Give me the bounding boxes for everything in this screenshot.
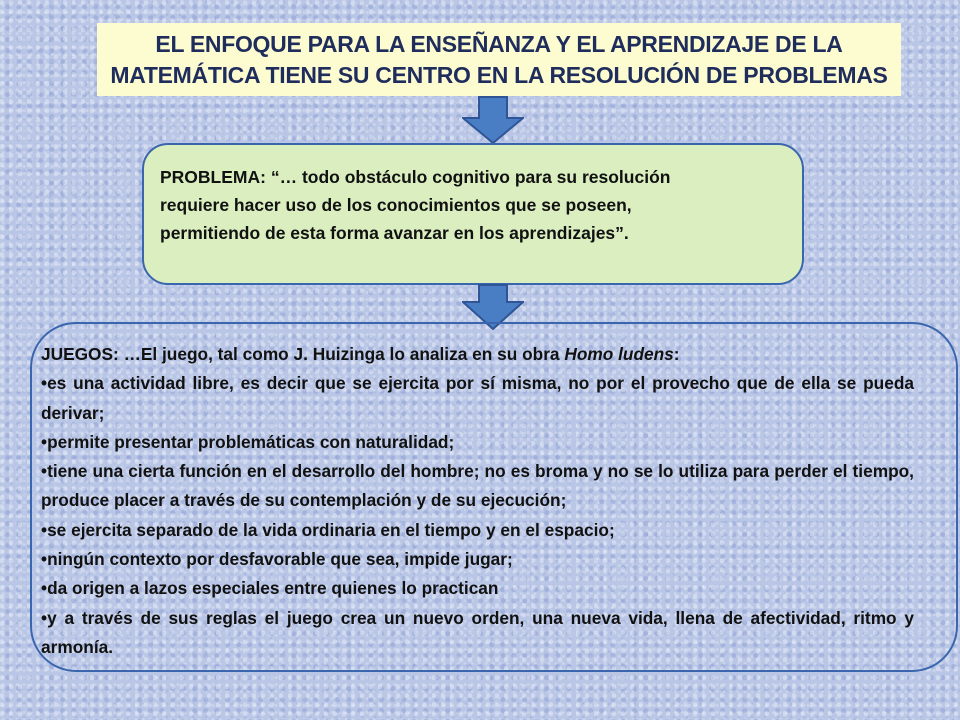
title-text	[110, 29, 887, 91]
problem-definition-box	[142, 143, 804, 285]
juegos-intro-book-title: Homo ludens	[564, 344, 674, 364]
juegos-bullet-item: • es una actividad libre, es decir que se ejercita por sí misma, no por el provecho que de ella se pueda derivar;	[41, 369, 914, 428]
title-box	[97, 23, 901, 96]
problem-line-1: PROBLEMA: “… todo obstáculo cognitivo para su resolución	[160, 167, 671, 187]
juegos-text	[41, 340, 914, 662]
problem-line-3: permitiendo de esta forma avanzar en los aprendizajes”.	[160, 223, 629, 243]
juegos-intro	[41, 340, 914, 369]
juegos-bullet-item: • ningún contexto por desfavorable que sea, impide jugar;	[41, 545, 914, 574]
juegos-intro-text: JUEGOS: …El juego, tal como J. Huizinga lo analiza en su obra	[41, 344, 565, 364]
problem-line-2: requiere hacer uso de los conocimientos que se poseen,	[160, 195, 632, 215]
down-arrow-icon	[462, 96, 524, 144]
juegos-bullet-item: • permite presentar problemáticas con naturalidad;	[41, 428, 914, 457]
problem-definition-text	[160, 163, 784, 247]
juegos-bullet-item: • da origen a lazos especiales entre quienes lo practican	[41, 574, 914, 603]
juegos-bullet-item: • se ejercita separado de la vida ordinaria en el tiempo y en el espacio;	[41, 516, 914, 545]
juegos-bullet-item: • y a través de sus reglas el juego crea un nuevo orden, una nueva vida, llena de afectividad, ritmo y armonía.	[41, 604, 914, 663]
title-line-2: MATEMÁTICA TIENE SU CENTRO EN LA RESOLUCIÓN DE PROBLEMAS	[110, 61, 888, 88]
juegos-box	[30, 322, 958, 672]
title-line-1: EL ENFOQUE PARA LA ENSEÑANZA Y EL APRENDIZAJE DE LA	[155, 30, 843, 57]
juegos-intro-colon: :	[673, 344, 680, 364]
juegos-bullet-item: • tiene una cierta función en el desarrollo del hombre; no es broma y no se lo utiliza para perder el tiempo, produce placer a través de su contemplación y de su ejecución;	[41, 457, 914, 516]
